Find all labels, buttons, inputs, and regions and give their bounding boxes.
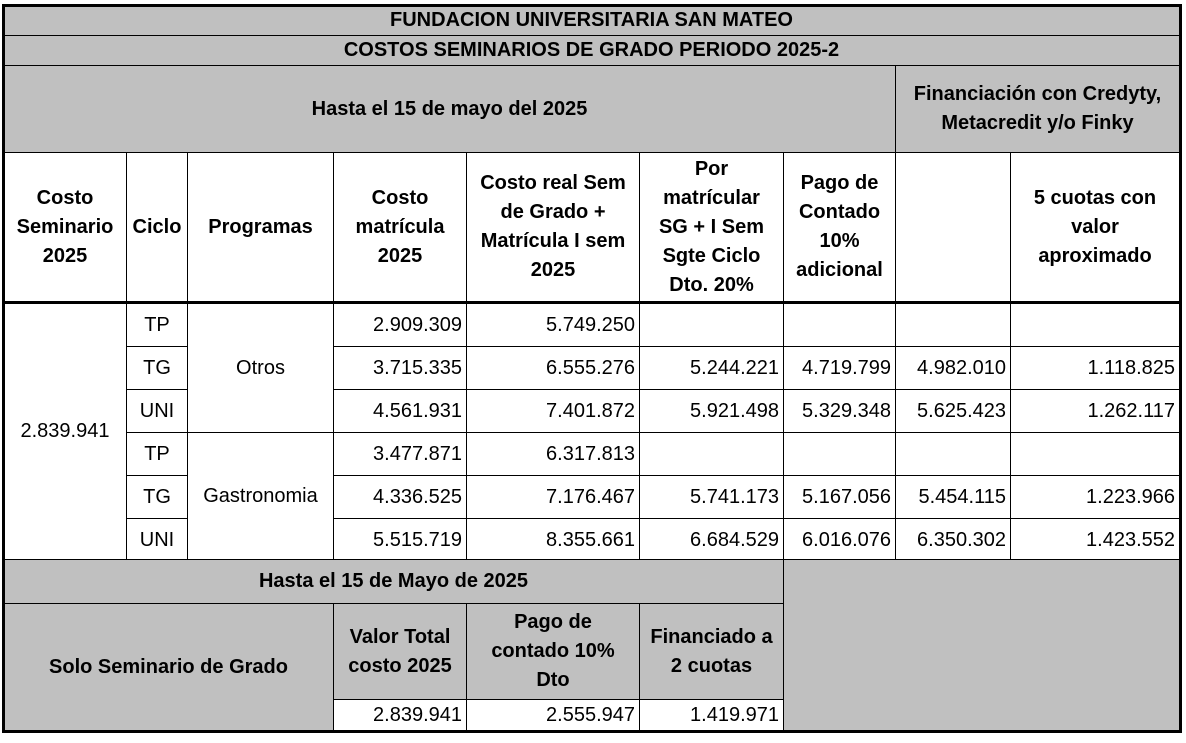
seminar-financiado-value: 1.419.971 bbox=[639, 699, 784, 731]
cell-por-matricular bbox=[639, 432, 784, 476]
cell-cuotas: 1.118.825 bbox=[1010, 346, 1180, 390]
seminar-only-label: Solo Seminario de Grado bbox=[3, 603, 334, 731]
cell-ciclo: TG bbox=[126, 346, 188, 390]
cell-costo-real: 7.401.872 bbox=[466, 389, 640, 433]
column-header-costo-real: Costo real Sem de Grado + Matrícula I sem 2025 bbox=[466, 152, 640, 304]
cell-financiacion: 6.350.302 bbox=[895, 518, 1011, 562]
cell-por-matricular: 5.244.221 bbox=[639, 346, 784, 390]
cell-cuotas: 1.223.966 bbox=[1010, 475, 1180, 519]
cell-cuotas: 1.423.552 bbox=[1010, 518, 1180, 562]
cell-financiacion: 5.625.423 bbox=[895, 389, 1011, 433]
cell-cuotas bbox=[1010, 432, 1180, 476]
cell-costo-real: 6.555.276 bbox=[466, 346, 640, 390]
cell-costo-real: 8.355.661 bbox=[466, 518, 640, 562]
cell-cuotas: 1.262.117 bbox=[1010, 389, 1180, 433]
cell-pago-contado bbox=[783, 303, 896, 347]
cell-ciclo: UNI bbox=[126, 518, 188, 562]
cell-por-matricular: 5.921.498 bbox=[639, 389, 784, 433]
cell-financiacion bbox=[895, 432, 1011, 476]
cell-financiacion bbox=[895, 303, 1011, 347]
cell-costo-matricula: 5.515.719 bbox=[333, 518, 467, 562]
cell-costo-matricula: 4.561.931 bbox=[333, 389, 467, 433]
cell-financiacion: 5.454.115 bbox=[895, 475, 1011, 519]
column-header-por-matricular: Por matrícular SG + I Sem Sgte Ciclo Dto. 20% bbox=[639, 152, 784, 304]
cell-ciclo: TG bbox=[126, 475, 188, 519]
cell-pago-contado bbox=[783, 432, 896, 476]
cell-costo-real: 7.176.467 bbox=[466, 475, 640, 519]
gray-filler bbox=[783, 559, 1180, 731]
program-group-gastronomia: Gastronomia bbox=[187, 432, 334, 560]
cell-costo-matricula: 3.715.335 bbox=[333, 346, 467, 390]
cell-pago-contado: 5.167.056 bbox=[783, 475, 896, 519]
financing-header: Financiación con Credyty, Metacredit y/o Finky bbox=[895, 65, 1180, 153]
column-header-pago-contado: Pago de Contado 10% adicional bbox=[783, 152, 896, 304]
column-header-cuotas: 5 cuotas con valor aproximado bbox=[1010, 152, 1180, 304]
cell-cuotas bbox=[1010, 303, 1180, 347]
seminar-only-header: Hasta el 15 de Mayo de 2025 bbox=[3, 559, 784, 604]
cell-costo-matricula: 2.909.309 bbox=[333, 303, 467, 347]
seminar-col-contado: Pago de contado 10% Dto bbox=[466, 603, 640, 700]
column-header-programas: Programas bbox=[187, 152, 334, 304]
cell-pago-contado: 4.719.799 bbox=[783, 346, 896, 390]
seminar-total-value: 2.839.941 bbox=[333, 699, 467, 731]
column-header-costo-matricula: Costo matrícula 2025 bbox=[333, 152, 467, 304]
deadline-header: Hasta el 15 de mayo del 2025 bbox=[3, 65, 896, 153]
table-subtitle: COSTOS SEMINARIOS DE GRADO PERIODO 2025-2 bbox=[3, 35, 1180, 66]
cell-pago-contado: 5.329.348 bbox=[783, 389, 896, 433]
cell-financiacion: 4.982.010 bbox=[895, 346, 1011, 390]
cell-ciclo: TP bbox=[126, 303, 188, 347]
cell-por-matricular bbox=[639, 303, 784, 347]
program-group-otros: Otros bbox=[187, 303, 334, 433]
seminar-col-total: Valor Total costo 2025 bbox=[333, 603, 467, 700]
column-header-financiacion-blank bbox=[895, 152, 1011, 304]
cell-por-matricular: 6.684.529 bbox=[639, 518, 784, 562]
cell-por-matricular: 5.741.173 bbox=[639, 475, 784, 519]
costo-seminario-value: 2.839.941 bbox=[3, 303, 127, 560]
cell-pago-contado: 6.016.076 bbox=[783, 518, 896, 562]
cell-costo-matricula: 4.336.525 bbox=[333, 475, 467, 519]
column-header-ciclo: Ciclo bbox=[126, 152, 188, 304]
cell-costo-real: 5.749.250 bbox=[466, 303, 640, 347]
cell-ciclo: TP bbox=[126, 432, 188, 476]
cell-costo-matricula: 3.477.871 bbox=[333, 432, 467, 476]
cell-costo-real: 6.317.813 bbox=[466, 432, 640, 476]
seminar-col-financiado: Financiado a 2 cuotas bbox=[639, 603, 784, 700]
institution-title: FUNDACION UNIVERSITARIA SAN MATEO bbox=[3, 5, 1180, 36]
cell-ciclo: UNI bbox=[126, 389, 188, 433]
column-header-costo-seminario: Costo Seminario 2025 bbox=[3, 152, 127, 304]
seminar-contado-value: 2.555.947 bbox=[466, 699, 640, 731]
